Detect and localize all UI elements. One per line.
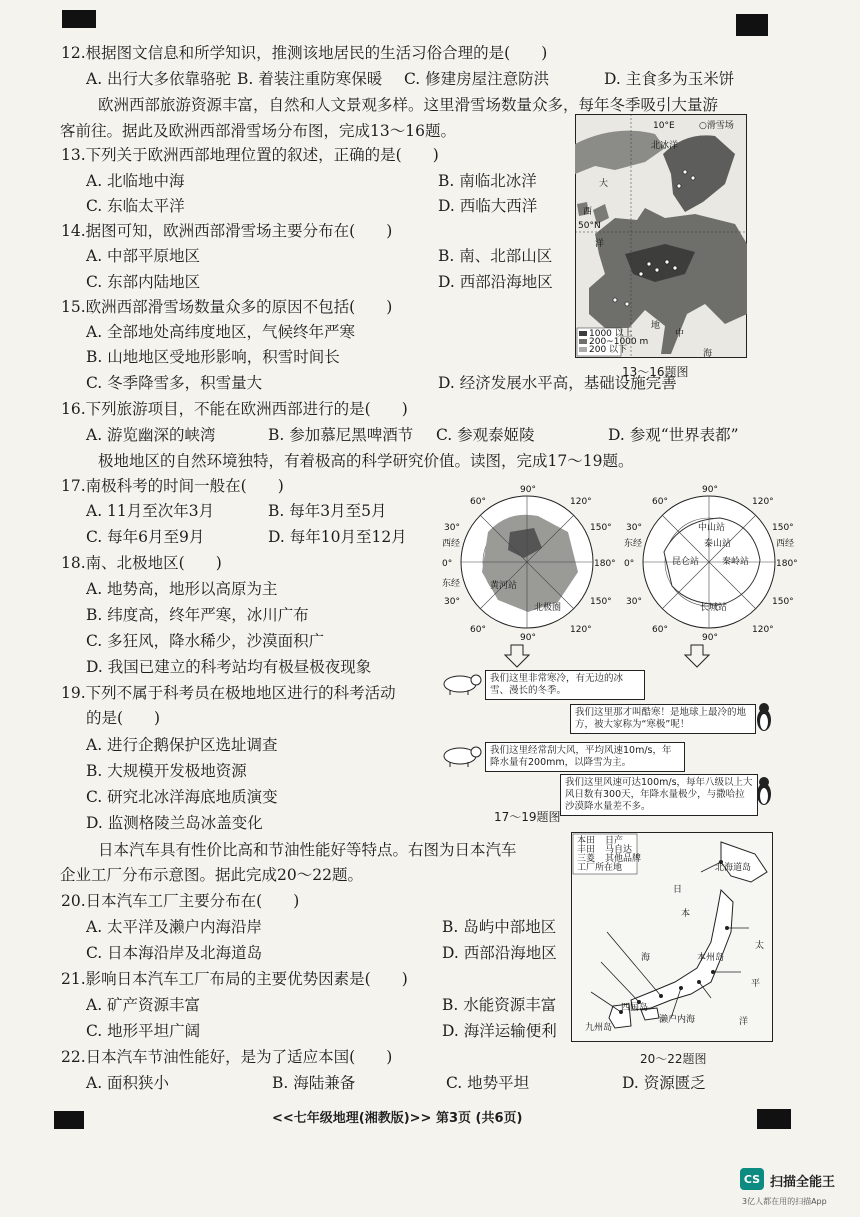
option: C. 参观泰姬陵 [436,426,535,444]
option: A. 中部平原地区 [86,247,201,265]
bubble-antarctic-1: 我们这里那才叫酷寒！是地球上最冷的地方，被大家称为“寒极”呢！ [570,704,756,734]
legend-low: 200 以下 [589,345,628,355]
europe-map-caption: 13～16题图 [622,365,689,379]
label: 150° [590,597,612,607]
scanner-name: 扫描全能王 [770,1175,836,1190]
option: C. 地势平坦 [446,1074,530,1092]
penguin-icon [754,776,774,806]
option: B. 大规模开发极地资源 [86,762,247,780]
honshu-label: 本州岛 [697,953,725,963]
question-19-stem: 19.下列不属于科考员在极地地区进行的科考活动 [61,684,396,702]
option: C. 地形平坦广阔 [86,1022,201,1040]
intro-paragraph: 欧洲西部旅游资源丰富，自然和人文景观多样。这里滑雪场数量众多，每年冬季吸引大量游 [98,96,719,114]
option: C. 研究北冰洋海底地质演变 [86,788,278,806]
station-label: 中山站 [698,523,726,533]
label: 0° [442,559,453,569]
hokkaido-label: 北海道岛 [715,863,752,873]
label: 180° [776,559,798,569]
down-arrow-icon [684,644,710,668]
option: D. 资源匮乏 [622,1074,706,1092]
ocean-char: 洋 [595,239,605,249]
bubble-arctic-2: 我们这里经常刮大风，平均风速10m/s，年降水量有200mm，以降雪为主。 [485,742,685,772]
station-label: 昆仑站 [672,557,700,567]
sea-char: 本 [681,909,691,919]
option: D. 我国已建立的科考站均有极昼极夜现象 [86,658,372,676]
registration-mark [62,10,96,28]
sea-char: 日 [673,885,683,895]
question-21-stem: 21.影响日本汽车工厂布局的主要优势因素是( ) [61,970,408,988]
option: B. 水能资源丰富 [442,996,557,1014]
label: 西经 [776,539,795,549]
intro-paragraph: 日本汽车具有性价比高和节油性能好等特点。右图为日本汽车 [98,841,517,859]
label: 西经 [442,539,461,549]
scanner-tagline: 3亿人都在用的扫描App [742,1197,827,1206]
legend-item: 马自达 [605,845,633,855]
question-20-stem: 20.日本汽车工厂主要分布在( ) [61,892,300,910]
label: 120° [570,625,592,635]
label: 东经 [442,579,461,589]
legend-item: 丰田 [577,845,596,855]
option: A. 北临地中海 [86,172,185,190]
intro-paragraph: 客前往。据此及欧洲西部滑雪场分布图，完成13～16题。 [60,122,456,140]
station-label: 长城站 [700,603,728,613]
label: 120° [570,497,592,507]
polar-bear-icon [440,668,484,696]
option: A. 游览幽深的峡湾 [86,426,216,444]
option: D. 经济发展水平高，基础设施完善 [438,374,677,392]
label: 30° [444,597,460,607]
option: A. 面积狭小 [86,1074,170,1092]
option: A. 矿产资源丰富 [86,996,201,1014]
question-19-stem: 的是( ) [86,709,161,727]
ski-legend: ○滑雪场 [699,121,734,131]
longitude-label: 10°E [653,121,675,131]
option: A. 太平洋及濑户内海沿岸 [86,918,263,936]
option: A. 11月至次年3月 [86,502,215,520]
option: A. 全部地处高纬度地区，气候终年严寒 [86,323,356,341]
option: C. 东部内陆地区 [86,273,201,291]
down-arrow-icon [504,644,530,668]
option: B. 岛屿中部地区 [442,918,557,936]
label: 0° [624,559,635,569]
question-18-stem: 18.南、北极地区( ) [61,554,222,572]
option: C. 每年6月至9月 [86,528,205,546]
bubble-antarctic-2: 我们这里风速可达100m/s，每年八级以上大风日数有300天，年降水量极少，与撒哈拉沙漠降水量差不多。 [560,774,758,816]
label: 60° [652,497,668,507]
shikoku-label: 四国岛 [621,1003,649,1013]
legend-item: 三菱 [577,854,596,864]
option: D. 监测格陵兰岛冰盖变化 [86,814,263,832]
label: 60° [652,625,668,635]
option: B. 纬度高，终年严寒，冰川广布 [86,606,309,624]
legend-item: 本田 [577,836,596,846]
label: 180° [594,559,616,569]
label: 150° [772,523,794,533]
option: B. 山地地区受地形影响，积雪时间长 [86,348,340,366]
option: B. 每年3月至5月 [268,502,387,520]
registration-mark [757,1109,791,1129]
station-label: 秦岭站 [722,557,750,567]
question-15-stem: 15.欧洲西部滑雪场数量众多的原因不包括( ) [61,298,393,316]
option: D. 西部沿海地区 [438,273,553,291]
label: 60° [470,625,486,635]
option: C. 多狂风，降水稀少，沙漠面积广 [86,632,325,650]
question-12-stem: 12.根据图文信息和所学知识，推测该地居民的生活习俗合理的是( ) [61,44,548,62]
option: A. 进行企鹅保护区选址调查 [86,736,278,754]
latitude-label: 50°N [578,221,601,231]
polar-map-caption: 17～19题图 [494,810,561,824]
ocean-char: 平 [751,979,761,989]
label: 90° [520,485,536,495]
option: D. 每年10月至12月 [268,528,407,546]
ocean-char: 太 [755,941,765,951]
question-22-stem: 22.日本汽车节油性能好，是为了适应本国( ) [61,1048,393,1066]
option: A. 地势高，地形以高原为主 [86,580,278,598]
label: 30° [626,597,642,607]
sea-char: 地 [651,321,661,331]
sea-char: 海 [641,953,651,963]
option: B. 南临北冰洋 [438,172,537,190]
label: 30° [444,523,460,533]
option: B. 南、北部山区 [438,247,553,265]
option: D. 主食多为玉米饼 [604,70,735,88]
label: 90° [520,633,536,643]
arctic-map [438,482,616,644]
ocean-label: 北冰洋 [651,141,679,151]
option: C. 冬季降雪多，积雪量大 [86,374,263,392]
label: 120° [752,625,774,635]
japan-map-caption: 20～22题图 [640,1052,707,1066]
europe-ski-map [575,114,747,358]
bubble-arctic-1: 我们这里非常寒冷，有无边的冰雪、漫长的冬季。 [485,670,645,700]
legend-high: 1000 以上 [589,329,633,339]
label: 120° [752,497,774,507]
sea-char: 中 [675,329,685,339]
label: 30° [626,523,642,533]
station-label: 泰山站 [704,539,732,549]
question-17-stem: 17.南极科考的时间一般在( ) [61,477,284,495]
kyushu-label: 九州岛 [585,1023,613,1033]
option: B. 海陆兼备 [272,1074,356,1092]
intro-paragraph: 极地地区的自然环境独特，有着极高的科学研究价值。读图，完成17～19题。 [98,452,634,470]
sea-char: 海 [703,349,713,358]
page-footer: <<七年级地理(湘教版)>> 第3页 (共6页) [272,1111,523,1126]
option: B. 参加慕尼黑啤酒节 [268,426,414,444]
station-label: 黄河站 [490,581,518,591]
label: 150° [590,523,612,533]
intro-paragraph: 企业工厂分布示意图。据此完成20～22题。 [60,866,363,884]
registration-mark [54,1111,84,1129]
question-14-stem: 14.据图可知，欧洲西部滑雪场主要分布在( ) [61,222,393,240]
option: C. 东临太平洋 [86,197,185,215]
option: D. 西部沿海地区 [442,944,557,962]
antarctic-map [620,482,798,644]
label: 150° [772,597,794,607]
ocean-char: 大 [599,179,609,189]
option: D. 海洋运输便利 [442,1022,557,1040]
polar-bear-icon [440,740,484,768]
label: 90° [702,633,718,643]
label: 90° [702,485,718,495]
label: 60° [470,497,486,507]
ocean-char: 洋 [739,1017,749,1027]
registration-mark [736,14,768,36]
ocean-char: 西 [583,207,593,217]
option: B. 着装注重防寒保暖 [237,70,383,88]
seto-label: 濑户内海 [659,1015,696,1025]
circle-label: 北极圈 [534,603,562,613]
legend-item: 工厂所在地 [577,863,623,873]
option: A. 出行大多依靠骆驼 [86,70,232,88]
question-16-stem: 16.下列旅游项目，不能在欧洲西部进行的是( ) [61,400,408,418]
legend-item: 其他品牌 [605,854,642,864]
question-13-stem: 13.下列关于欧洲西部地理位置的叙述，正确的是( ) [61,146,439,164]
option: C. 日本海沿岸及北海道岛 [86,944,263,962]
label: 东经 [624,539,643,549]
penguin-icon [754,702,774,732]
japan-car-factory-map [571,832,773,1042]
legend-mid: 200~1000 m [589,337,649,347]
option: C. 修建房屋注意防洪 [404,70,550,88]
option: D. 参观“世界表都” [608,426,739,444]
camscanner-logo: CS [740,1168,764,1190]
legend-item: 日产 [605,836,624,846]
option: D. 西临大西洋 [438,197,538,215]
